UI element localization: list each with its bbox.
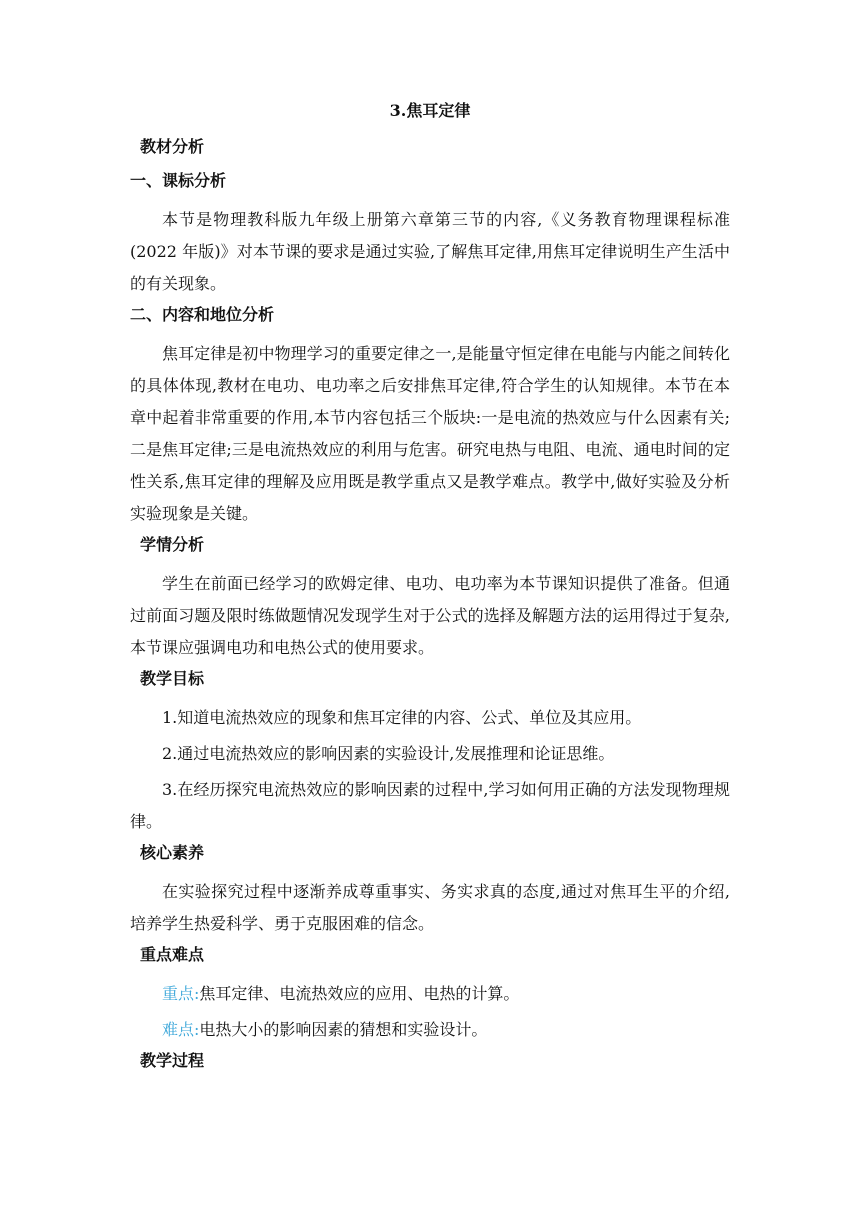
- document-title: 3.焦耳定律: [389, 101, 471, 120]
- heading-core-literacy: 核心素养: [140, 843, 205, 862]
- key-point-line: [130, 978, 730, 1010]
- heading-content-position: 二、内容和地位分析: [130, 305, 275, 324]
- difficult-point-line: [130, 1014, 730, 1046]
- paragraph-content-position: 焦耳定律是初中物理学习的重要定律之一,是能量守恒定律在电能与内能之间转化的具体体现,教材在电功、电功率之后安排焦耳定律,符合学生的认知规律。本节在本章中起着非常重要的作用,本节内容包括三个版块:一是电流的热效应与什么因素有关;二是焦耳定律;三是电流热效应的利用与危害。研究电热与电阻、电流、通电时间的定性关系,焦耳定律的理解及应用既是教学重点又是教学难点。教学中,做好实验及分析实验现象是关键。: [130, 344, 730, 523]
- key-point-label: 重点:: [162, 984, 200, 1003]
- difficult-point-label: 难点:: [162, 1020, 200, 1039]
- heading-key-difficult: 重点难点: [140, 945, 205, 964]
- heading-teaching-process: 教学过程: [140, 1051, 205, 1070]
- paragraph-core-literacy: 在实验探究过程中逐渐养成尊重事实、务实求真的态度,通过对焦耳生平的介绍,培养学生热爱科学、勇于克服困难的信念。: [130, 882, 730, 933]
- goal-item-1: 1.知道电流热效应的现象和焦耳定律的内容、公式、单位及其应用。: [162, 708, 642, 727]
- document-page: [130, 100, 730, 1084]
- difficult-point-text: 电热大小的影响因素的猜想和实验设计。: [199, 1020, 488, 1039]
- heading-student-analysis: 学情分析: [140, 535, 205, 554]
- key-point-text: 焦耳定律、电流热效应的应用、电热的计算。: [199, 984, 520, 1003]
- heading-textbook-analysis: 教材分析: [140, 137, 205, 156]
- paragraph-student-analysis: 学生在前面已经学习的欧姆定律、电功、电功率为本节课知识提供了准备。但通过前面习题及限时练做题情况发现学生对于公式的选择及解题方法的运用得过于复杂,本节课应强调电功和电热公式的使用要求。: [130, 574, 730, 657]
- heading-standard-analysis: 一、课标分析: [130, 171, 227, 190]
- goal-item-3: 3.在经历探究电流热效应的影响因素的过程中,学习如何用正确的方法发现物理规律。: [130, 780, 730, 831]
- goal-item-2: 2.通过电流热效应的影响因素的实验设计,发展推理和论证思维。: [162, 744, 615, 763]
- paragraph-standard-analysis: 本节是物理教科版九年级上册第六章第三节的内容,《义务教育物理课程标准(2022 年版)》对本节课的要求是通过实验,了解焦耳定律,用焦耳定律说明生产生活中的有关现象。: [130, 210, 730, 293]
- heading-teaching-goals: 教学目标: [140, 669, 205, 688]
